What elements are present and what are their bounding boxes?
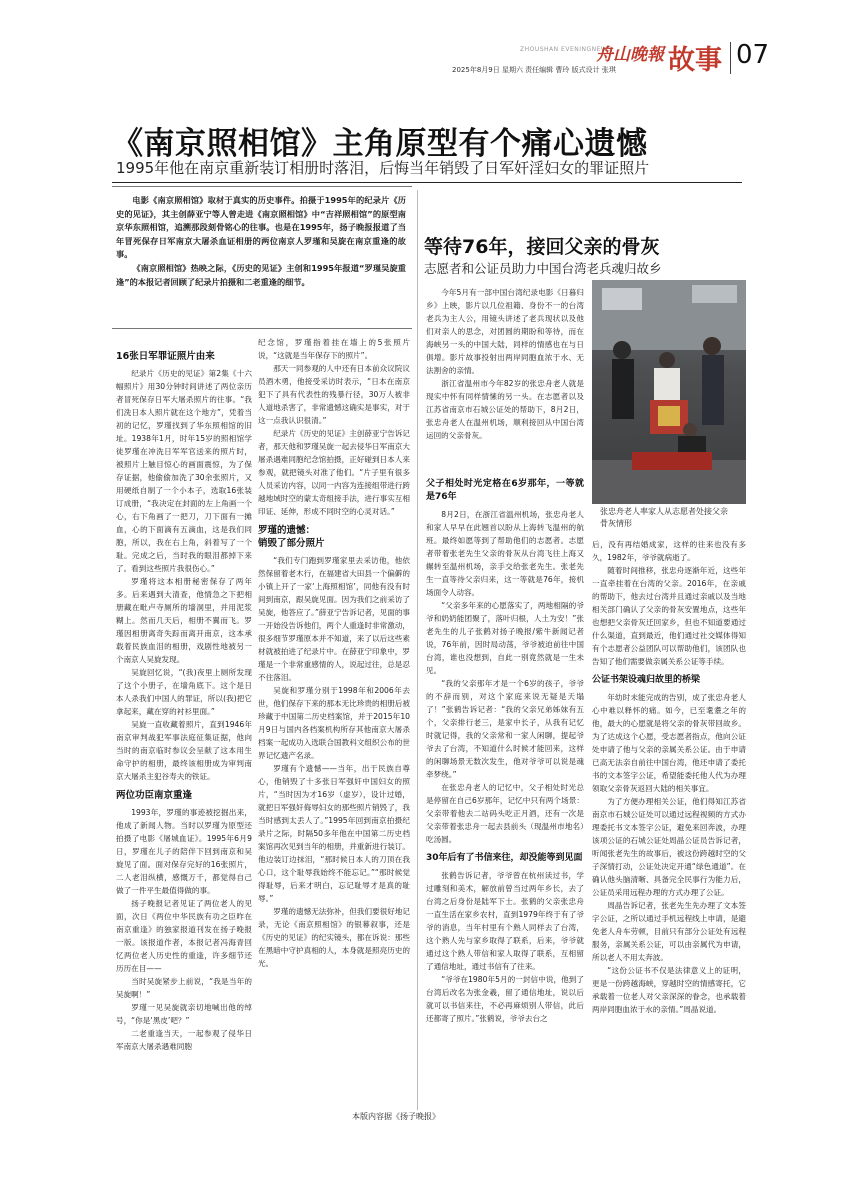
section-title: 父子相处时光定格在6岁那年，一等就是76年 [426,479,584,502]
paragraph: 今年5月有一部中国台湾纪录电影《日暮归乡》上映，影片以几位祖籍、身份不一的台湾老兵为主人公，用镜头讲述了老兵现状以及他们对亲人的思念，对团圆的期盼和等待，而在海峡另一头的中国大陆，同样的情感也在与日俱增。影片故事投射出两岸同胞血浓于水、无法割舍的亲情。 [426,288,584,375]
paragraph: 纪念馆，罗瑾指着挂在墙上的5张照片说，“这就是当年保存下的照片”。 [258,338,410,360]
paragraph: “我的父亲那年才是一个6岁的孩子，爷爷的不辞而别，对这个家庭来说无疑是天塌了！”张鹤告诉记者：“我的父亲兄弟姊妹有五个，父亲排行老三，是家中长子，从我有记忆时就记得，我的父亲常和一家人闲聊，提起爷爷去了台湾，不知道什么时候才能回来，这样的闲聊场景无数次发生，他对爷爷可以说是魂牵梦绕。” [426,679,584,779]
lead-block [116,194,406,289]
paragraph: “这份公证书不仅是法律意义上的证明，更是一份跨越海峡，穿越时空的情感寄托，它承载着一位老人对父亲深深的眷念，也承载着两岸同胞血浓于水的亲情。”周晶说道。 [592,966,746,1014]
page-footer: 本版内容据《扬子晚报》 [352,1112,440,1121]
lead-rule-bottom [112,328,412,329]
right-intro [426,286,584,442]
page-number: 07 [736,40,770,70]
left-column-2 [258,336,410,1106]
right-headline: 等待76年，接回父亲的骨灰 [424,236,660,258]
paragraph: 当时吴旋紧步上前说，“我是当年的吴旋啊！” [116,977,252,999]
paragraph: 为了方便办理相关公证，他们得知江苏省南京市石城公证处可以通过远程视频的方式办理委托书文本签字公证，避免来回奔波，办理该项公证的石城公证处周晶公证员告诉记者，听闻张老先生的故事后，被这份跨越时空的父子深情打动，公证处决定开通“绿色通道”。在确认他头脑清晰、具备完全民事行为能力后，公证员采用远程办理的方式办理了公证。 [592,797,746,897]
news-photo [592,280,746,504]
paragraph: 随着时间推移，张忠舟逐渐年近，这些年一直牵挂着在台湾的父亲。2016年，在亲戚的帮助下，他去过台湾并且通过亲戚以及当地相关部门确认了父亲的骨灰安置地点，这些年也想把父亲骨灰迁回家乡，但也不知道要通过什么渠道，直到最近，他们通过社交媒体得知有个志愿者公益团队可以帮助他们，该团队也告知了他们需要做亲属关系公证等手续。 [592,566,746,666]
photo-caption: 张忠舟老人率家人从志愿者处接父亲骨灰情形 [600,507,728,528]
article-separator [417,190,418,1110]
paragraph: 吴旋一直收藏着照片，直到1946年南京审判战犯军事法庭征集证据，他向当时的南京临时参议会呈献了这本用生命守护的相册，最终该相册成为审判南京大屠杀主犯谷寿夫的铁证。 [116,720,252,781]
paragraph: 周晶告诉记者，张老先生先办理了文本签字公证，之所以通过手机远程线上申请，是避免老人舟车劳顿，目前只有部分公证处有远程服务，亲属关系公证，可以由亲属代为申请，所以老人不用太奔波。 [592,901,746,962]
left-column-1 [116,344,252,1104]
right-column-2 [592,538,746,1112]
paragraph: “父亲多年来的心愿落实了，两地相隔的爷爷和奶奶能团聚了，落叶归根，人土为安！”张老先生的儿子张鹤对扬子晚报/紫牛新闻记者说，76年前，因时局动荡，爷爷被迫前往中国台湾，谁也没想到，自此一别竟然就是一生未见。 [426,601,584,675]
masthead-english: ZHOUSHAN EVENINGNEWS [520,46,612,53]
lead-paragraph: 电影《南京照相馆》取材于真实的历史事件。拍摄于1995年的纪录片《历史的见证》，其主创薛亚宁等人曾走进《南京照相馆》中“吉祥照相馆”的原型南京华东照相馆，追溯那段刻骨铭心的往事。也是在1995年，扬子晚报报道了当年冒死保存日军南京大屠杀血证相册的两位南京人罗瑾和吴旋在南京重逢的故事。 [116,195,406,260]
paragraph: 年幼时未能完成的告别，成了张忠舟老人心中难以释怀的痛。如今，已至耄耋之年的他，最大的心愿就是将父亲的骨灰带回故乡。为了达成这个心愿，受志愿者指点，他向公证处申请了他与父亲的亲属关系公证。由于申请已高无法亲自前往中国台湾，他还申请了委托书的文本签字公证，希望能委托他人代为办理领取父亲骨灰返回大陆的相关事宜。 [592,693,746,793]
main-subheadline: 1995年他在南京重新装订相册时落泪，后悔当年销毁了日军奸淫妇女的罪证照片 [116,159,650,177]
paragraph: 罗瑾的遗憾无法弥补，但我们要很好地记录，无论《南京照相馆》的银幕叙事，还是《历史的见证》的纪实镜头，都在诉说：那些在黑暗中守护真相的人，本身就是照亮历史的光。 [258,907,410,968]
paragraph: 扬子晚报记者见证了两位老人的见面，次日《两位中华民族有功之臣昨在南京重逢》的独家报道刊发在扬子晚报一版。该报道作者，本报记者冯海青回忆两位老人历史性的重逢，许多细节还历历在目—— [116,899,252,973]
paragraph: 纪录片《历史的见证》第2集《十六幅照片》用30分钟时间讲述了两位亲历者冒死保存日军大屠杀照片的往事。“我们洗日本人照片就在这个地方”，凭着当初的记忆，罗瑾找到了华东照相馆的旧址。1938年1月，时年15岁的照相馆学徒罗瑾在冲洗日军军官送来的照片时，被照片上触目惊心的画面震惊，为了保存证据，他偷偷加洗了30余张照片，又用硬纸自制了一个小本子，选取16张装订成册，“我决定在封面的左上角画一个心，右下角画了一把刀，刀下面有一摊血，心的下面滴有五滴血，这是我们同胞，所以，我在右上角，斜着写了一个耻。完成之后，当时我的眼泪都掉下来了。看到这些照片我很伤心。” [116,369,252,573]
paragraph: “我们专门跑到罗瑾家里去采访他，他依然保留着老木行，在福建省大田县一个偏僻的小镇上开了一家‘上海照相馆’，同他有没有时间到南京，跟吴旋见面。因为我们之前采访了吴旋，他答应了。”薛亚宁告诉记者，见面的事一开始没告诉他们，两个人重逢时非常激动，很多细节罗瑾原本并不知道，来了以后这些素材就被拍进了纪录片中。在薛亚宁印象中，罗瑾是一个非常重感情的人，说起过往，总是忍不住落泪。 [258,556,410,682]
photo-scene [592,280,746,504]
top-rule [112,182,742,183]
paragraph: 罗瑾将这本相册秘密保存了两年多。后来遇到大清查，他情急之下把相册藏在毗卢寺厕所的墙洞里，并用泥浆糊上。然而几天后，相册不翼而飞。罗瑾因相册离奇失踪而离开南京，这本承载着民族血泪的相册，戏剧性地被另一个南京人吴旋发现。 [116,577,252,664]
paragraph: 那天一同参观的人中还有日本前众议院议员酒木勇，他接受采访时表示，“日本在南京犯下了具有代表性的残暴行径，30万人被非人道地杀害了，非常遗憾这确实是事实，对于这一点我认识很清。” [258,364,410,425]
paragraph: 8月2日，在浙江省温州机场，张忠舟老人和家人早早在此翘首以盼从上海转飞温州的航班。最终如愿等到了帮助他们的志愿者。志愿者带着张老先生父亲的骨灰从台湾飞往上海又辗转至温州机场，亲手交给张老先生。张老先生一直等待父亲归来，这一等就是76年，接机场面令人动容。 [426,510,584,597]
newspaper-logo: 舟山晚報 [596,45,664,65]
paragraph: 在张忠舟老人的记忆中，父子相处时光总是停留在自己6岁那年，记忆中只有两个场景：父亲带着他去二站码头吃正月酒，还有一次是父亲带着张忠舟一起去县前头（现温州市地名）吃汤圆。 [426,783,584,844]
lead-rule-top [112,186,412,187]
paragraph: 吴旋和罗瑾分别于1998年和2006年去世，他们保存下来的那本无比珍贵的相册后被珍藏于中国第二历史档案馆，并于2015年10月9日与国内各档案机构所存其他南京大屠杀档案一起成功入选联合国教科文组织公布的世界记忆遗产名录。 [258,686,410,760]
paragraph: 张鹤告诉记者，爷爷曾在杭州读过书，学过雕刻和美术，解放前曾当过两年乡长，去了台湾之后身份是陆军下士。张鹤的父亲张忠舟一直生活在家乡农村，直到1979年终于有了爷爷的消息，当年村里有个熟人同样去了台湾，这个熟人先与家乡取得了联系，后来，爷爷就通过这个熟人带信和家人取得了联系，互相留了通信地址，通过书信有了往来。 [426,871,584,971]
paragraph: “爷爷在1980年5月的一封信中说，他到了台湾后改名为张金羲，留了通信地址，说以后就可以书信来往，不必再麻烦别人带信，此后还都寄了照片。”张鹤说，爷爷去台之 [426,975,584,1023]
section-title: 两位功臣南京重逢 [116,790,193,801]
section-title: 30年后有了书信来往，却没能等到见面 [426,853,583,863]
paragraph: 1993年，罗瑾的事迹被挖掘出来，他成了新闻人物。当时以罗瑾为原型还拍摄了电影《屠城血证》。1995年6月9日，罗瑾在儿子的陪伴下回到南京和吴旋见了面。面对保存完好的16张照片，二人老泪纵横，感慨万千，都觉得自己做了一件平生最值得做的事。 [116,808,252,895]
right-column-1 [426,472,584,1112]
paragraph: 纪录片《历史的见证》主创薛亚宁告诉记者，那天他和罗瑾吴旋一起去侵华日军南京大屠杀遇难同胞纪念馆拍摄，正好碰到日本人来参观，就把镜头对准了他们。“片子里有很多人员采访内容，以同一内容为连接组带进行跨越地域时空的蒙太奇组接手法，进行事实互相印证、延伸，形成不同时空的心灵对话。” [258,429,410,516]
paragraph: 吴旋回忆说，“(我)夜里上厕所发现了这个小册子，在墙角底下。这个是日本人杀我们中国人的罪证，所以(我)把它拿起来，藏在穿的衬衫里面。” [116,668,252,716]
section-title: 罗瑾的遗憾： 销毁了部分照片 [258,525,325,549]
masthead-divider [730,42,731,74]
masthead-meta: 2025年8月9日 星期六 责任编辑 曹玲 版式设计 张琪 [452,66,616,74]
section-name: 故事 [668,45,722,76]
section-title: 公证书架设魂归故里的桥梁 [592,675,701,685]
section-title: 16张日军罪证照片由来 [116,351,215,362]
masthead [0,0,842,80]
paragraph: 罗瑾有个遗憾——当年，出于民族自尊心，他销毁了十多张日军强奸中国妇女的照片，“当时因为才16岁（虚岁），设计过婚，就把日军强奸侮辱妇女的那些照片销毁了，我当时感到太丢人了。”1995年回到南京拍摄纪录片之际，时隔50多年他在中国第二历史档案馆再次见到当年的相册，并重新进行装订。他边装订边抹泪，“那时候日本人的刀顶在我心口，这个耻辱我始终不能忘记。”“那时候觉得耻辱，后来才明白，忘记耻辱才是真的耻辱。” [258,764,410,903]
right-subheadline: 志愿者和公证员助力中国台湾老兵魂归故乡 [424,261,662,276]
paragraph: 浙江省温州市今年82岁的张忠舟老人就是现实中怀有同样情愫的另一头。在志愿者以及江苏省南京市石城公证处的帮助下，8月2日，张忠舟老人在温州机场，顺利接回从中国台湾运回的父亲骨灰。 [426,379,584,440]
paragraph: 二老重逢当天，一起参观了侵华日军南京大屠杀遇难同胞 [116,1029,252,1051]
main-headline: 《南京照相馆》主角原型有个痛心遗憾 [112,126,648,162]
paragraph: 后，没有再结婚成家，这样的往来也没有多久，1982年，爷爷就病逝了。 [592,540,746,562]
paragraph: 罗瑾一见吴旋就亲切地喊出他的绰号，“你是‘黑皮’吧？” [116,1003,252,1025]
lead-paragraph: 《南京照相馆》热映之际，《历史的见证》主创和1995年报道“罗瑾吴旋重逢”的本报记者回顾了纪录片拍摄和二老重逢的细节。 [116,262,406,287]
